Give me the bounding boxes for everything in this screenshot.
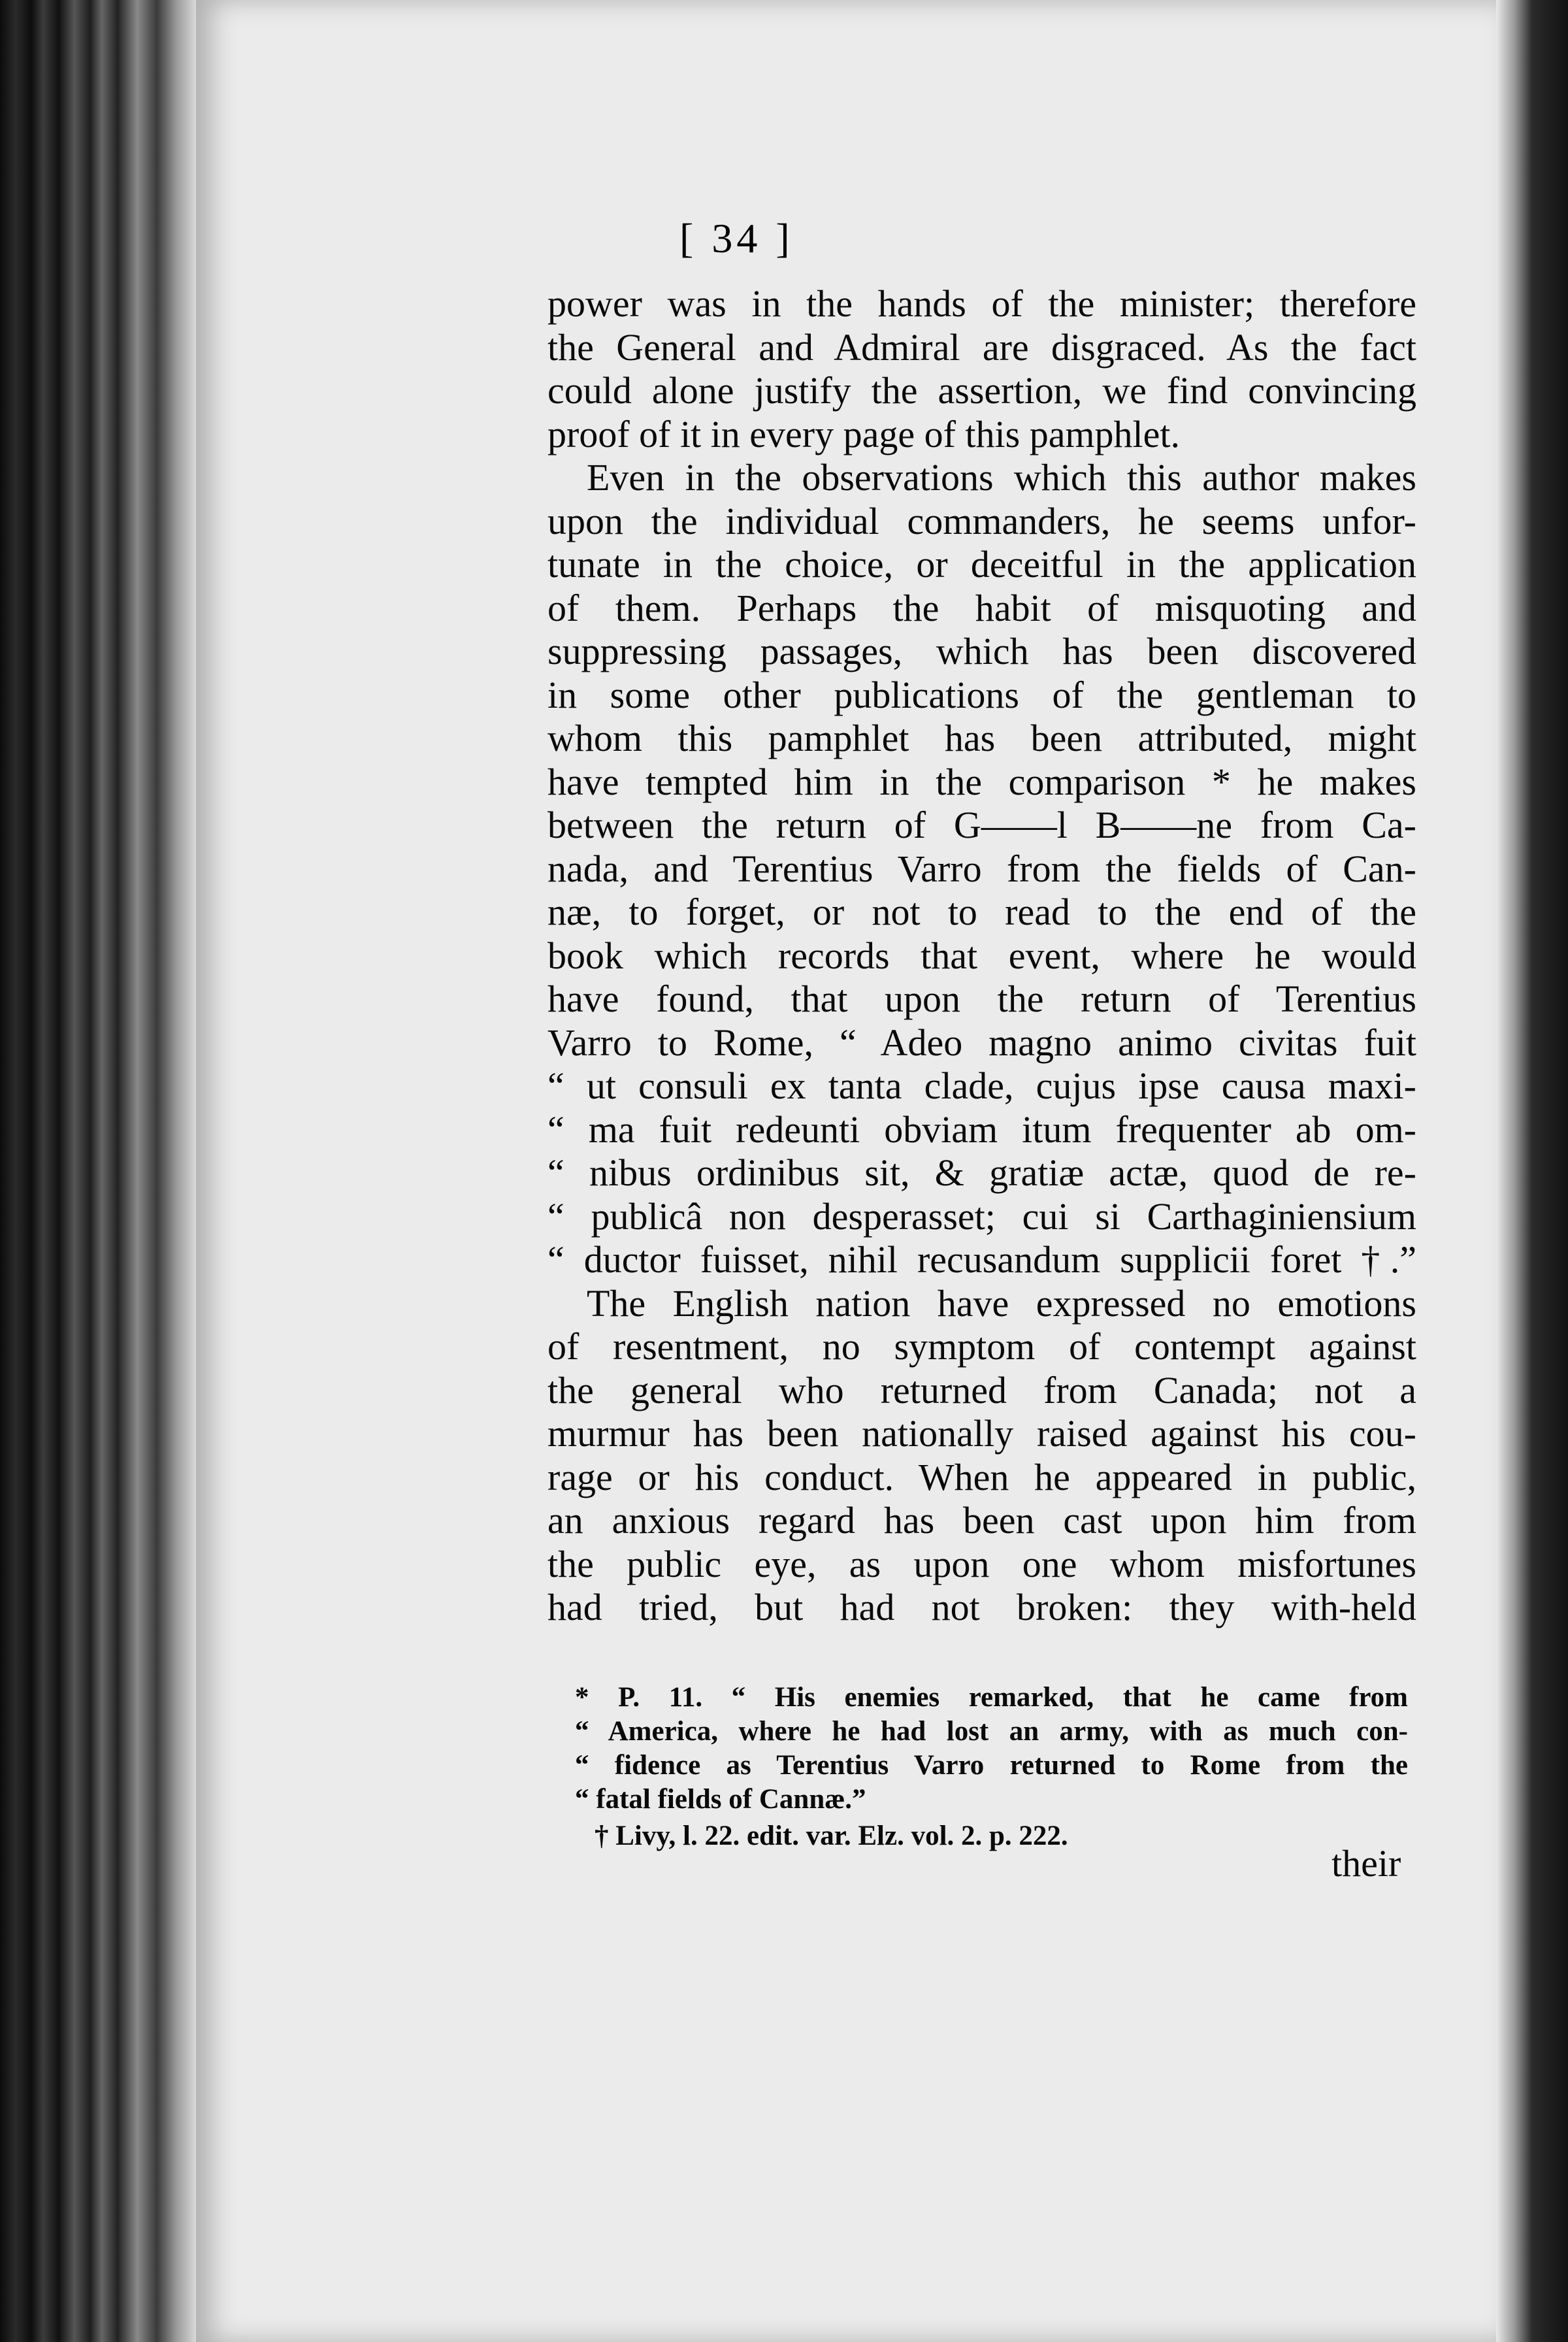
footnotes [575,1681,1408,1853]
text-line: in some other publications of the gentleman to [547,673,1416,716]
footnote-line: “ fatal fields of Cannæ.” [575,1784,866,1815]
latin-quote-line: “ ut consuli ex tanta clade, cujus ipse causa maxi- [547,1064,1416,1107]
text-line: have found, that upon the return of Terentius [547,978,1416,1020]
text-line: between the return of G——l B——ne from Ca- [547,804,1416,846]
text-line: of them. Perhaps the habit of misquoting and [547,586,1416,629]
text-line: book which records that event, where he would [547,934,1416,977]
text-line: rage or his conduct. When he appeared in public, [547,1455,1416,1498]
text-line: the general who returned from Canada; not a [547,1368,1416,1411]
text-line: had tried, but had not broken: they with-held [547,1586,1416,1628]
body-text [547,282,1416,1630]
footnote-line: * P. 11. “ His enemies remarked, that he came from [575,1682,1408,1713]
latin-quote-line: “ ductor fuisset, nihil recusandum supplicii foret †.” [547,1238,1416,1281]
text-line: proof of it in every page of this pamphlet. [547,412,1181,455]
text-line: tunate in the choice, or deceitful in the application [547,543,1416,586]
text-line: suppressing passages, which has been discovered [547,630,1416,672]
text-line: of resentment, no symptom of contempt against [547,1325,1416,1368]
text-line: Varro to Rome, “ Adeo magno animo civitas fuit [547,1021,1416,1064]
text-line: nada, and Terentius Varro from the fields of Can- [547,847,1416,890]
text-line: næ, to forget, or not to read to the end of the [547,891,1416,933]
text-line: whom this pamphlet has been attributed, might [547,717,1416,759]
text-line: The English nation have expressed no emotions [587,1281,1416,1325]
text-line: upon the individual commanders, he seems unfor- [547,499,1416,542]
latin-quote-line: “ nibus ordinibus sit, & gratiæ actæ, quod de re- [547,1151,1416,1194]
text-line: an anxious regard has been cast upon him from [547,1499,1416,1542]
footnote-line: † Livy, l. 22. edit. var. Elz. vol. 2. p. 222. [595,1821,1068,1851]
page-edge-shadow [1496,0,1568,2342]
latin-quote-line: “ ma fuit redeunti obviam itum frequenter ab om- [547,1108,1416,1151]
text-line: power was in the hands of the minister; therefore [547,282,1416,325]
catchword: their [1331,1842,1401,1885]
page-number: [ 34 ] [679,215,794,261]
text-line: the public eye, as upon one whom misfortunes [547,1542,1416,1585]
footnote-line: “ America, where he had lost an army, with as much con- [575,1716,1408,1747]
text-line: Even in the observations which this author makes [587,456,1416,499]
text-line: could alone justify the assertion, we find convincing [547,369,1416,412]
text-line: murmur has been nationally raised against his cou- [547,1412,1416,1455]
book-spine-shadow [0,0,196,2342]
footnote-line: “ fidence as Terentius Varro returned to Rome from the [575,1750,1408,1781]
text-line: the General and Admiral are disgraced. As the fact [547,325,1416,369]
text-line: have tempted him in the comparison * he makes [547,760,1416,803]
latin-quote-line: “ publicâ non desperasset; cui si Carthaginiensium [547,1195,1416,1238]
